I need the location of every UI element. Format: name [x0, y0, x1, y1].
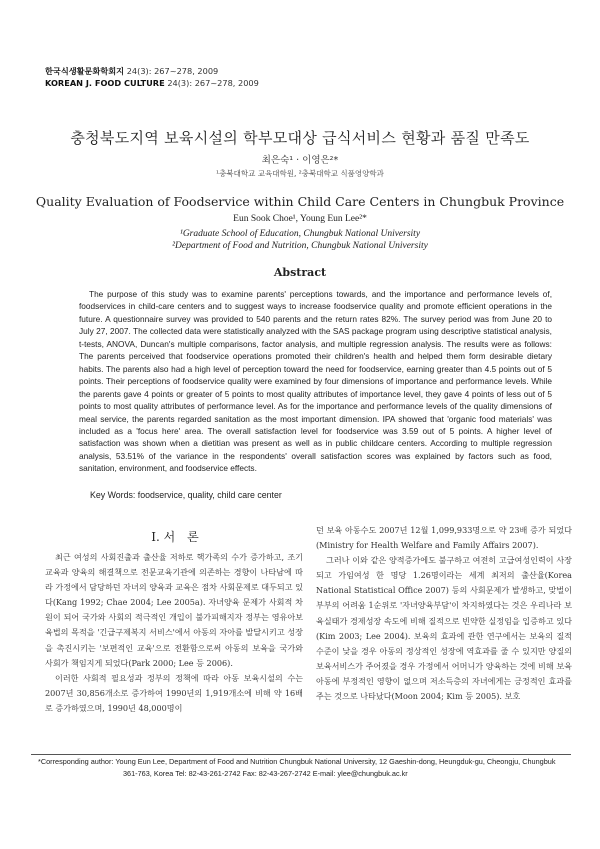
journal-name-english: KOREAN J. FOOD CULTURE — [45, 77, 165, 88]
affiliation-2: ²Department of Food and Nutrition, Chungbuk National University — [172, 241, 428, 251]
journal-line-english — [45, 78, 259, 90]
affiliations-korean: ¹충북대학교 교육대학원, ²충북대학교 식품영양학과 — [216, 169, 384, 178]
body-paragraph: 던 보육 아동수도 2007년 12월 1,099,933명으로 약 23배 증가 되었다(Ministry for Health Welfare and Family Affairs 2007). — [316, 525, 572, 551]
authors-english: Eun Sook Choe¹, Young Eun Lee²* — [233, 214, 367, 224]
affiliation-1: ¹Graduate School of Education, Chungbuk National University — [179, 229, 421, 239]
title-english: Quality Evaluation of Foodservice within Child Care Centers in Chungbuk Province — [35, 194, 565, 209]
body-column-left — [45, 550, 303, 716]
body-paragraph: 이러한 사회적 필요성과 정부의 정책에 따라 아동 보육시설의 수는 2007년 30,856개소로 증가하여 1990년의 1,919개소에 비해 약 16배로 증가하였으며, 1990년 48,000명이 — [45, 672, 303, 713]
section-title-introduction: I. 서 론 — [151, 530, 199, 544]
authors-korean: 최은숙¹ · 이영은²* — [261, 155, 339, 166]
journal-header — [45, 66, 259, 89]
abstract-heading: Abstract — [273, 266, 327, 279]
footnote-divider — [31, 754, 571, 755]
body-paragraph: 그러나 이와 같은 양적증가에도 불구하고 여전히 고급여성인력이 사장되고 가임여성 한 명당 1.26명이라는 세계 최저의 출산율(Korea National Statistical Office 2007) 등의 사회문제가 발생하고, 맞벌이 부부의 어려움 1순위로 '자녀양육부담'이 차지하였다는 것은 우리나라 보육실태가 경제성장 속도에 비해 질적으로 빈약한 실정임을 입증하고 있다(Kim 2003; Lee 2004). 보육의 효과에 관한 연구에서는 보육의 질적 수준이 낮을 경우 아동의 정상적인 성장에 역효과를 줄 수 있지만 양질의 보육서비스가 주어졌을 경우 가정에서 어머니가 양육하는 것에 비해 보육아동에 부정적인 영향이 없으며 저소득층의 자녀에게는 긍정적인 효과를 주는 것으로 나타났다(Moon 2004; Kim 등 2005). 보호 — [316, 555, 572, 702]
title-korean: 충청북도지역 보육시설의 학부모대상 급식서비스 현황과 품질 만족도 — [70, 129, 530, 147]
abstract-text: The purpose of this study was to examine parents' perceptions towards, and the importance and performance levels of, foodservices in child-care centers and to suggest ways to increase foodservice quality and promote efficient operations in the future. A questionnaire survey was provided to 540 parents and the return rates 82%. The survey period was from June 20 to July 27, 2007. The collected data were statistically analyzed with the SAS package program using descriptive statistical analysis, t-tests, ANOVA, Duncan's multiple comparisons, factor analysis, and multiple regression analysis. The results were as follows: The parents perceived that foodservice operations promoted their children's health and helped them form desirable dietary habits. The parents also had a high level of perception toward the need for foodservice, earning greater than 4.5 points out of 5 points. Their perceptions of foodservice quality were examined by four dimensions of importance and performance levels. While the parents gave 4 points or greater of 5 points to most quality attributes of importance level, they gave 4 points of less out of 5 points to most quality attributes of performance level. As for the importance and performance levels of the quality dimensions of meal service, the parents regarded sanitation as the most important dimension. IPA showed that 'organic food materials' was included as a 'focus here' area. The overall satisfaction level for foodservice was 3.59 out of 5 points. A higher level of satisfaction was shown when a dietitian was present as well as in public childcare centers. According to multiple regression analysis, 53.51% of the variance in the respondents' overall satisfaction scores was explained by factors such as food, sanitation, environment, and foodservice effects. — [79, 289, 552, 474]
footnote-line-2: 361-763, Korea Tel: 82-43-261-2742 Fax: 82-43-267-2742 E-mail: ylee@chungbuk.ac.kr — [123, 768, 408, 778]
journal-ref-korean: 24(3): 267~278, 2009 — [126, 66, 219, 76]
corresponding-author-footnote — [38, 756, 568, 779]
affiliations-english — [0, 228, 600, 252]
journal-name-korean: 한국식생활문화학회지 — [45, 66, 125, 76]
body-column-right — [316, 523, 572, 704]
body-paragraph: 최근 여성의 사회진출과 출산율 저하로 핵가족의 수가 증가하고, 조기교육과 양육의 해결책으로 전문교육기관에 의존하는 경향이 나타남에 따라 가정에서 담당하던 자녀의 양육과 교육은 점차 사회문제로 대두되고 있다(Kang 1992; Chae 2004; Lee 2005a). 자녀양육 문제가 사회적 차원이 되어 국가와 사회의 적극적인 개입이 불가피해지자 정부는 영유아보육법의 목적을 '긴급구제복지 서비스'에서 아동의 자아를 발달시키고 성장을 촉진시키는 '보편적인 교육'으로 전환함으로써 아동의 보육을 국가와 사회가 책임지게 되었다(Park 2000; Lee 등 2006). — [45, 552, 303, 668]
footnote-line-1: *Corresponding author: Young Eun Lee, Department of Food and Nutrition Chungbuk National University, 12 Gaeshin-dong, Heungduk-gu, Cheongju, Chungbuk — [38, 757, 556, 766]
journal-ref-english: 24(3): 267~278, 2009 — [167, 77, 259, 88]
keywords: Key Words: foodservice, quality, child care center — [90, 490, 282, 500]
journal-line-korean — [45, 66, 259, 78]
